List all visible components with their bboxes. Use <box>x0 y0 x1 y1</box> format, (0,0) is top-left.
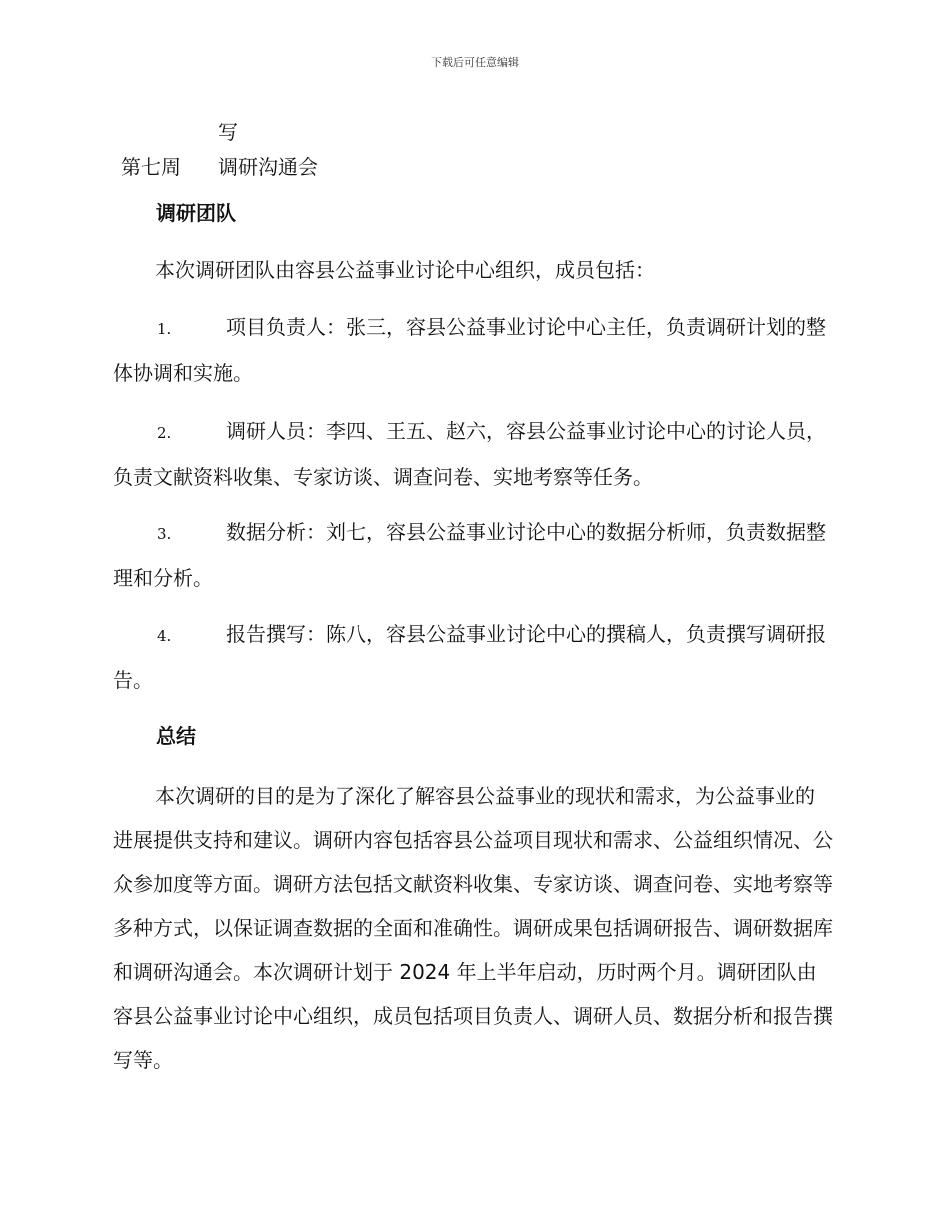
team-item-3 <box>113 510 833 600</box>
item-text: 数据分析：刘七，容县公益事业讨论中心的数据分析师，负责数据整理和分析。 <box>113 520 826 590</box>
item-text: 报告撰写：陈八，容县公益事业讨论中心的撰稿人，负责撰写调研报告。 <box>113 622 826 692</box>
team-item-1 <box>113 305 833 395</box>
team-heading: 调研团队 <box>156 201 236 225</box>
page-header: 下载后可任意编辑 <box>431 56 519 69</box>
item-number: 4. <box>157 627 172 645</box>
item-number: 3. <box>157 525 172 543</box>
item-number: 2. <box>157 424 172 442</box>
team-intro: 本次调研团队由容县公益事业讨论中心组织，成员包括： <box>155 258 655 282</box>
table-fragment-char: 写 <box>218 120 238 144</box>
item-text: 调研人员：李四、王五、赵六，容县公益事业讨论中心的讨论人员，负责文献资料收集、专家访谈、调查问卷、实地考察等任务。 <box>113 419 826 489</box>
schedule-activity: 调研沟通会 <box>218 155 318 179</box>
team-item-2 <box>113 409 833 499</box>
item-number: 1. <box>157 320 172 338</box>
team-item-4 <box>113 612 833 702</box>
summary-heading: 总结 <box>156 724 196 748</box>
summary-body: 本次调研的目的是为了深化了解容县公益事业的现状和需求，为公益事业的进展提供支持和建议。调研内容包括容县公益项目现状和需求、公益组织情况、公众参加度等方面。调研方法包括文献资料收集、专家访谈、调查问卷、实地考察等多种方式，以保证调查数据的全面和准确性。调研成果包括调研报告、调研数据库和调研沟通会。本次调研计划于 2024 年上半年启动，历时两个月。调研团队由容县公益事业讨论中心组织，成员包括项目负责人、调研人员、数据分析和报告撰写等。 <box>113 784 833 1072</box>
schedule-week: 第七周 <box>121 155 181 179</box>
item-text: 项目负责人：张三，容县公益事业讨论中心主任，负责调研计划的整体协调和实施。 <box>113 315 826 385</box>
